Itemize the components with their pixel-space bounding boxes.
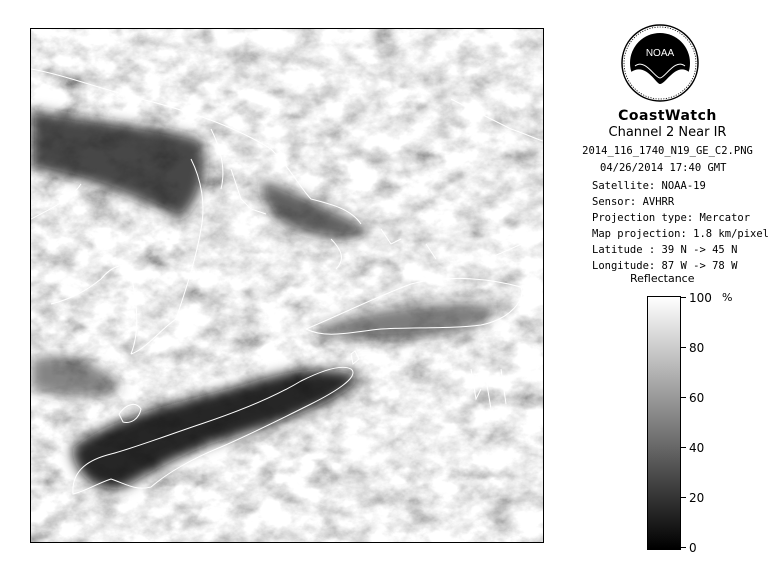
satellite-image xyxy=(31,29,543,542)
colorbar-unit: % xyxy=(722,291,733,304)
colorbar-tick xyxy=(680,547,686,548)
longitude-text: Longitude: 87 W -> 78 W xyxy=(592,260,738,272)
projection-type-text: Projection type: Mercator xyxy=(592,212,751,224)
colorbar-tick-label: 60 xyxy=(689,391,705,405)
satellite-image-panel xyxy=(30,28,544,543)
colorbar-tick xyxy=(680,447,686,448)
colorbar-tick xyxy=(680,347,686,348)
colorbar-label: Reflectance xyxy=(630,272,695,285)
colorbar-tick xyxy=(680,397,686,398)
logo-text: NOAA xyxy=(645,48,675,59)
product-title: CoastWatch xyxy=(618,108,717,124)
colorbar-tick-label: 20 xyxy=(689,491,705,505)
colorbar-tick xyxy=(680,497,686,498)
sensor-text: Sensor: AVHRR xyxy=(592,196,675,208)
datetime-text: 04/26/2014 17:40 GMT xyxy=(600,162,727,174)
colorbar-tick xyxy=(680,297,686,298)
file-name: 2014_116_1740_N19_GE_C2.PNG xyxy=(582,145,753,157)
latitude-text: Latitude : 39 N -> 45 N xyxy=(592,244,738,256)
satellite-text: Satellite: NOAA-19 xyxy=(592,180,706,192)
colorbar-tick-label: 40 xyxy=(689,441,705,455)
reflectance-colorbar xyxy=(647,296,681,550)
channel-subtitle: Channel 2 Near IR xyxy=(608,125,727,140)
noaa-logo-icon xyxy=(621,22,699,104)
colorbar-tick-label: 100 xyxy=(689,291,712,305)
colorbar-tick-label: 80 xyxy=(689,341,705,355)
map-projection-text: Map projection: 1.8 km/pixel xyxy=(592,228,770,240)
colorbar-tick-label: 0 xyxy=(689,541,697,555)
